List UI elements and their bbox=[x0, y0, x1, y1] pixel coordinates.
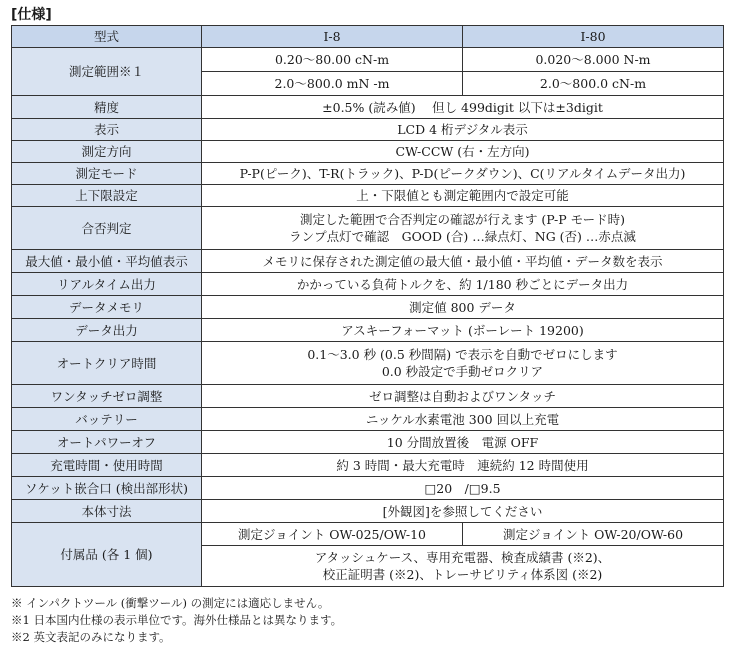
footnotes bbox=[11, 595, 342, 646]
cell-value: アスキーフォーマット (ボーレート 19200) bbox=[202, 319, 724, 342]
row-label: ワンタッチゼロ調整 bbox=[12, 385, 202, 408]
row-label: 測定モード bbox=[12, 163, 202, 185]
table-row bbox=[12, 296, 724, 319]
row-label: 測定方向 bbox=[12, 141, 202, 163]
table-row bbox=[12, 273, 724, 296]
cell-value: ±0.5% (読み値) 但し 499digit 以下は±3digit bbox=[202, 96, 724, 119]
cell-value bbox=[202, 342, 724, 385]
cell-value: ニッケル水素電池 300 回以上充電 bbox=[202, 408, 724, 431]
row-label: リアルタイム出力 bbox=[12, 273, 202, 296]
cell-line: 0.0 秒設定で手動ゼロクリア bbox=[381, 364, 544, 379]
cell-value: 測定ジョイント OW-025/OW-10 bbox=[202, 523, 463, 546]
row-label: データ出力 bbox=[12, 319, 202, 342]
table-row bbox=[12, 250, 724, 273]
cell-value bbox=[202, 546, 724, 587]
table-row bbox=[12, 477, 724, 500]
cell-value: 上・下限値とも測定範囲内で設定可能 bbox=[202, 185, 724, 207]
row-label: 合否判定 bbox=[12, 207, 202, 250]
table-row bbox=[12, 431, 724, 454]
cell-value: LCD 4 桁デジタル表示 bbox=[202, 119, 724, 141]
spec-heading: [仕様] bbox=[11, 7, 52, 23]
cell-value: かかっている負荷トルクを、約 1/180 秒ごとにデータ出力 bbox=[202, 273, 724, 296]
row-label: バッテリー bbox=[12, 408, 202, 431]
cell-value: 2.0～800.0 mN -m bbox=[202, 72, 463, 96]
cell-value: 測定値 800 データ bbox=[202, 296, 724, 319]
footnote: ※1 日本国内仕様の表示単位です。海外仕様品とは異なります。 bbox=[11, 613, 343, 627]
cell-value: P-P(ピーク)、T-R(トラック)、P-D(ピークダウン)、C(リアルタイムデータ出力) bbox=[202, 163, 724, 185]
row-label: 付属品 (各 1 個) bbox=[12, 523, 202, 587]
cell-value: ゼロ調整は自動およびワンタッチ bbox=[202, 385, 724, 408]
cell-line: 測定した範囲で合否判定の確認が行えます (P-P モード時) bbox=[299, 212, 626, 227]
table-row bbox=[12, 48, 724, 72]
row-label: オートパワーオフ bbox=[12, 431, 202, 454]
row-label: 充電時間・使用時間 bbox=[12, 454, 202, 477]
table-row bbox=[12, 500, 724, 523]
spec-table bbox=[11, 25, 724, 587]
table-row bbox=[12, 523, 724, 546]
row-label: 表示 bbox=[12, 119, 202, 141]
row-label: 上下限設定 bbox=[12, 185, 202, 207]
cell-value: 10 分間放置後 電源 OFF bbox=[202, 431, 724, 454]
row-label: 精度 bbox=[12, 96, 202, 119]
table-row bbox=[12, 319, 724, 342]
table-row bbox=[12, 119, 724, 141]
row-label: オートクリア時間 bbox=[12, 342, 202, 385]
cell-value: メモリに保存された測定値の最大値・最小値・平均値・データ数を表示 bbox=[202, 250, 724, 273]
cell-value: 2.0～800.0 cN-m bbox=[463, 72, 724, 96]
table-row bbox=[12, 141, 724, 163]
header-model-b: I-80 bbox=[463, 26, 724, 48]
table-row bbox=[12, 385, 724, 408]
table-header-row bbox=[12, 26, 724, 48]
row-label: ソケット嵌合口 (検出部形状) bbox=[12, 477, 202, 500]
table-row bbox=[12, 185, 724, 207]
cell-value: 0.020～8.000 N-m bbox=[463, 48, 724, 72]
header-label: 型式 bbox=[12, 26, 202, 48]
table-row bbox=[12, 342, 724, 385]
row-label: 最大値・最小値・平均値表示 bbox=[12, 250, 202, 273]
row-label: 測定範囲※１ bbox=[12, 48, 202, 96]
cell-value: 約 3 時間・最大充電時 連続約 12 時間使用 bbox=[202, 454, 724, 477]
cell-value: □20 /□9.5 bbox=[202, 477, 724, 500]
cell-value: 0.20～80.00 cN-m bbox=[202, 48, 463, 72]
header-model-a: I-8 bbox=[202, 26, 463, 48]
table-row bbox=[12, 207, 724, 250]
row-label: データメモリ bbox=[12, 296, 202, 319]
cell-value bbox=[202, 207, 724, 250]
table-row bbox=[12, 408, 724, 431]
cell-line: ランプ点灯で確認 GOOD (合) …緑点灯、NG (否) …赤点滅 bbox=[289, 229, 636, 244]
row-label: 本体寸法 bbox=[12, 500, 202, 523]
cell-value: [外観図]を参照してください bbox=[202, 500, 724, 523]
table-row bbox=[12, 454, 724, 477]
footnote: ※ インパクトツール (衝撃ツール) の測定には適応しません。 bbox=[11, 596, 330, 610]
table-row bbox=[12, 163, 724, 185]
table-row bbox=[12, 96, 724, 119]
cell-line: 校正証明書 (※2)、トレーサビリティ体系図 (※2) bbox=[322, 567, 603, 582]
footnote: ※2 英文表記のみになります。 bbox=[11, 630, 171, 644]
cell-value: 測定ジョイント OW-20/OW-60 bbox=[463, 523, 724, 546]
cell-value: CW-CCW (右・左方向) bbox=[202, 141, 724, 163]
cell-line: 0.1～3.0 秒 (0.5 秒間隔) で表示を自動でゼロにします bbox=[307, 347, 618, 362]
cell-line: アタッシュケース、専用充電器、検査成績書 (※2)、 bbox=[314, 550, 611, 565]
